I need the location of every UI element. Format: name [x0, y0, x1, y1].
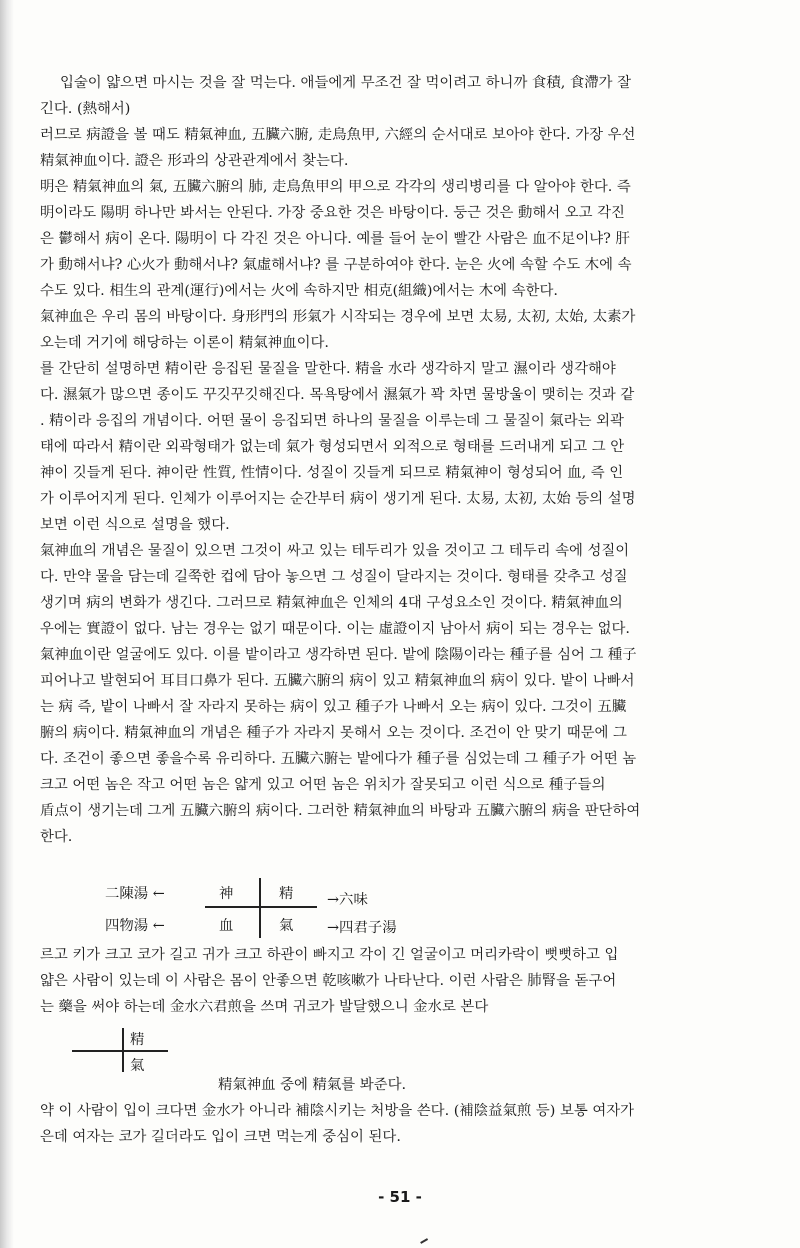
text-line: 가 動해서냐? 心火가 動해서냐? 氣虛해서냐? 를 구분하여야 한다. 눈은 火에 속할 수도 木에 속 [40, 257, 632, 273]
page-binding-shadow [0, 0, 14, 1248]
diagram-horizontal-line [205, 906, 317, 908]
text-line: 피어나고 발현되어 耳目口鼻가 된다. 五臟六腑의 病이 있고 精氣神血의 病이 있다. 밭이 나빠서 [40, 673, 635, 689]
text-line: 盾点이 생기는데 그게 五臟六腑의 病이다. 그러한 精氣神血의 바탕과 五臟六腑의 病을 판단하여 [40, 803, 641, 819]
diagram-caption: 精氣神血 중에 精氣를 봐준다. [218, 1077, 407, 1093]
text-line: 입술이 얇으면 마시는 것을 잘 먹는다. 애들에게 무조건 잘 먹이려고 하니까 食積, 食滯가 잘 [60, 75, 632, 91]
text-line: 크고 어떤 놈은 작고 어떤 놈은 얇게 있고 어떤 놈은 위치가 잘못되고 이런 식으로 種子들의 [40, 777, 606, 793]
after-diagram-text [40, 942, 746, 1020]
text-line: 氣神血은 우리 몸의 바탕이다. 身形門의 形氣가 시작되는 경우에 보면 太易, 太初, 太始, 太素가 [40, 309, 636, 325]
text-line: 가 이루어지게 된다. 인체가 이루어지는 순간부터 病이 생기게 된다. 太易, 太初, 太始 등의 설명 [40, 491, 636, 507]
text-line: 약 이 사람이 입이 크다면 金水가 아니라 補陰시키는 처방을 쓴다. (補陰益氣煎 등) 보통 여자가 [40, 1103, 635, 1119]
body-text [40, 70, 746, 850]
diagram-label-sijunzi: →四君子湯 [327, 920, 397, 936]
text-line: 우에는 實證이 없다. 남는 경우는 없기 때문이다. 이는 虛證이지 남아서 病이 되는 경우는 없다. [40, 621, 630, 637]
diagram-label-liuwei: →六味 [327, 892, 368, 908]
text-line: 보면 이런 식으로 설명을 했다. [40, 517, 230, 533]
diagram-label-erchen: 二陳湯 ← [105, 886, 165, 902]
text-line: 다. 조건이 좋으면 좋을수록 유리하다. 五臟六腑는 밭에다가 種子를 심었는데 그 種子가 어떤 놈 [40, 751, 637, 767]
text-line: . 精이라 응집의 개념이다. 어떤 물이 응집되면 하나의 물질을 이루는데 그 물질이 氣라는 외곽 [40, 413, 624, 429]
diagram2-jing: 精 [130, 1032, 145, 1048]
diagram-cell-jing: 精 [279, 886, 294, 902]
text-line: 明이라도 陽明 하나만 봐서는 안된다. 가장 중요한 것은 바탕이다. 둥근 것은 動해서 오고 각진 [40, 205, 625, 221]
text-line: 는 病 즉, 밭이 나빠서 잘 자라지 못하는 病이 있고 種子가 나빠서 오는 病이 있다. 그것이 五臟 [40, 699, 627, 715]
diagram-cell-qi: 氣 [279, 918, 294, 934]
diagram2-horizontal-line [72, 1050, 168, 1052]
jingqi-diagram [72, 1024, 192, 1080]
text-line: 明은 精氣神血의 氣, 五臟六腑의 肺, 走鳥魚甲의 甲으로 각각의 생리병리를 다 알아야 한다. 즉 [40, 179, 631, 195]
text-line: 태에 따라서 精이란 외곽형태가 없는데 氣가 형성되면서 외적으로 형태를 드러내게 되고 그 안 [40, 439, 625, 455]
diagram-cell-xue: 血 [219, 918, 234, 934]
final-text [40, 1098, 746, 1150]
prescription-diagram [105, 876, 565, 940]
text-line: 를 간단히 설명하면 精이란 응집된 물질을 말한다. 精을 水라 생각하지 말고 濕이라 생각해야 [40, 361, 616, 377]
text-line: 는 藥을 써야 하는데 金水六君煎을 쓰며 귀코가 발달했으니 金水로 본다 [40, 999, 489, 1015]
text-line: 수도 있다. 相生의 관계(運行)에서는 火에 속하지만 相克(組織)에서는 木에 속한다. [40, 283, 558, 299]
diagram-cell-shen: 神 [219, 886, 234, 902]
scan-mark [420, 1238, 428, 1243]
text-line: 精氣神血이다. 證은 形과의 상관관계에서 찾는다. [40, 153, 349, 169]
text-line: 르고 키가 크고 코가 길고 귀가 크고 하관이 빠지고 각이 긴 얼굴이고 머리카락이 뻣뻣하고 입 [40, 947, 619, 963]
text-line: 神이 깃들게 된다. 神이란 性質, 性情이다. 성질이 깃들게 되므로 精氣神이 형성되어 血, 즉 인 [40, 465, 624, 481]
text-line: 다. 만약 물을 담는데 길쭉한 컵에 담아 놓으면 그 성질이 달라지는 것이다. 형태를 갖추고 성질 [40, 569, 628, 585]
text-line: 생기며 病의 변화가 생긴다. 그러므로 精氣神血은 인체의 4대 구성요소인 것이다. 精氣神血의 [40, 595, 623, 611]
text-line: 은데 여자는 코가 길더라도 입이 크면 먹는게 중심이 된다. [40, 1129, 401, 1145]
text-line: 다. 濕氣가 많으면 종이도 꾸깃꾸깃해진다. 목욕탕에서 濕氣가 꽉 차면 물방울이 맺히는 것과 같 [40, 387, 635, 403]
text-line: 긴다. (熱해서) [40, 101, 131, 117]
diagram-label-siwu: 四物湯 ← [105, 918, 165, 934]
page-number: - 51 - [378, 1188, 422, 1206]
text-line: 氣神血의 개념은 물질이 있으면 그것이 싸고 있는 테두리가 있을 것이고 그 테두리 속에 성질이 [40, 543, 630, 559]
text-line: 腑의 病이다. 精氣神血의 개념은 種子가 자라지 못해서 오는 것이다. 조건이 안 맞기 때문에 그 [40, 725, 627, 741]
text-line: 러므로 病證을 볼 때도 精氣神血, 五臟六腑, 走鳥魚甲, 六經의 순서대로 보아야 한다. 가장 우선 [40, 127, 636, 143]
diagram2-qi: 氣 [130, 1058, 145, 1074]
diagram-vertical-line [259, 878, 261, 938]
text-line: 氣神血이란 얼굴에도 있다. 이를 밭이라고 생각하면 된다. 밭에 陰陽이라는 種子를 심어 그 種子 [40, 647, 637, 663]
text-line: 얇은 사람이 있는데 이 사람은 몸이 안좋으면 乾咳嗽가 나타난다. 이런 사람은 肺腎을 돋구어 [40, 973, 617, 989]
text-line: 오는데 거기에 해당하는 이론이 精氣神血이다. [40, 335, 329, 351]
text-line: 한다. [40, 829, 73, 845]
text-line: 은 鬱해서 病이 온다. 陽明이 다 각진 것은 아니다. 예를 들어 눈이 빨간 사람은 血不足이냐? 肝 [40, 231, 630, 247]
